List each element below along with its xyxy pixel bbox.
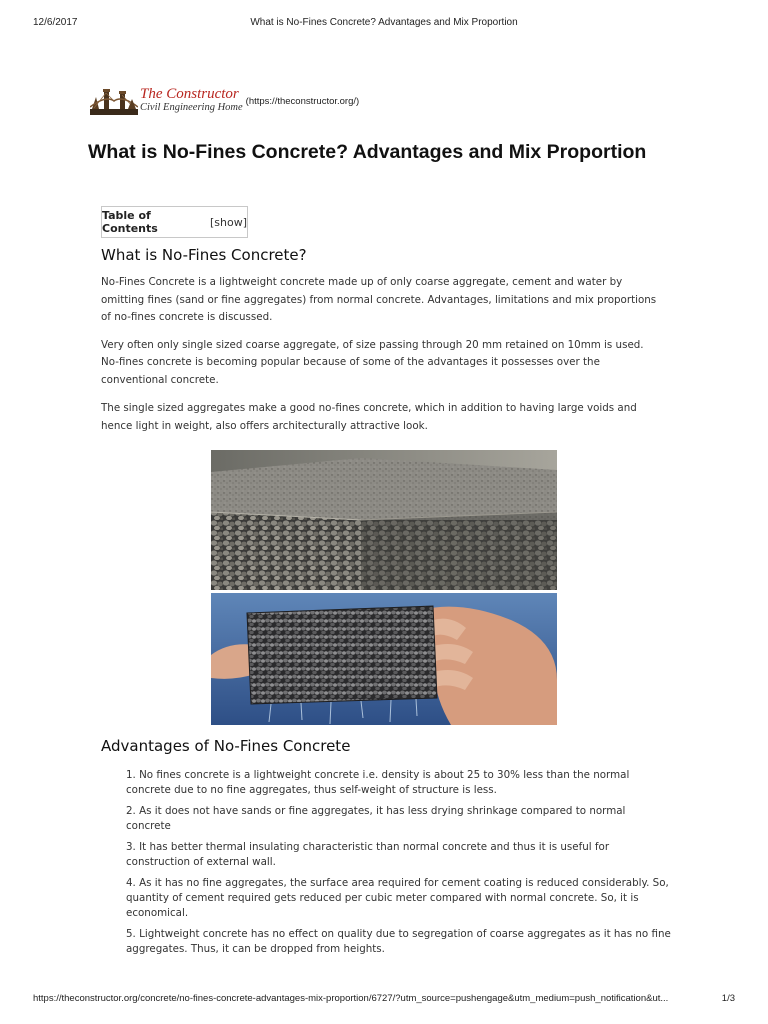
print-date: 12/6/2017 — [33, 17, 78, 28]
toc-show-toggle[interactable]: [show] — [209, 215, 247, 229]
logo-name: The Constructor — [140, 85, 239, 102]
list-item: 3. It has better thermal insulating characteristic than normal concrete and thus it is useful for construction of external wall. — [126, 841, 610, 868]
site-logo[interactable] — [90, 86, 359, 116]
logo-tagline: Civil Engineering Home — [140, 101, 243, 113]
logo-text — [140, 85, 243, 114]
no-fines-concrete-photo — [211, 450, 557, 725]
logo-bridge-icon — [90, 87, 138, 115]
article-body — [101, 245, 661, 435]
toc-label: Table of Contents — [102, 209, 158, 235]
table-of-contents — [101, 206, 248, 238]
print-footer — [33, 993, 735, 1007]
list-item: 5. Lightweight concrete has no effect on quality due to segregation of coarse aggregates as it has no fine aggregates. Thus, it can be dropped from heights. — [126, 928, 671, 955]
logo-url-link[interactable]: (https://theconstructor.org/) — [245, 96, 360, 107]
paragraph: The single sized aggregates make a good no-fines concrete, which in addition to having large voids and hence light in weight, also offers architecturally attractive look. — [101, 402, 637, 432]
print-header — [33, 17, 735, 31]
section-heading-advantages: Advantages of No-Fines Concrete — [101, 737, 351, 755]
print-page-title: What is No-Fines Concrete? Advantages and Mix Proportion — [250, 17, 518, 28]
list-item: 1. No fines concrete is a lightweight concrete i.e. density is about 25 to 30% less than the normal concrete due to no fine aggregates, thus self-weight of structure is less. — [126, 769, 630, 796]
page-number: 1/3 — [721, 993, 735, 1004]
list-item: 2. As it does not have sands or fine aggregates, it has less drying shrinkage compared to normal concrete — [126, 805, 626, 832]
paragraph: Very often only single sized coarse aggregate, of size passing through 20 mm retained on 10mm is used. No-fines concrete is becoming popular because of some of the advantages it possesses over the conventional concrete. — [101, 338, 644, 386]
article-title: What is No-Fines Concrete? Advantages and Mix Proportion — [88, 141, 647, 163]
paragraph: No-Fines Concrete is a lightweight concrete made up of only coarse aggregate, cement and water by omitting fines (sand or fine aggregates) from normal concrete. Advantages, limitations and mix proportions of no-fines concrete is discussed. — [101, 276, 657, 323]
print-url: https://theconstructor.org/concrete/no-fines-concrete-advantages-mix-proportion/6727/?utm_source=pushengage&utm_medium=push_notification&ut... — [33, 993, 669, 1004]
list-item: 4. As it has no fine aggregates, the surface area required for cement coating is reduced considerably. So, quantity of cement required gets reduced per cubic meter compared with normal concrete. So, it is economical. — [126, 877, 669, 919]
section-heading-what-is: What is No-Fines Concrete? — [101, 246, 307, 264]
advantages-list — [126, 768, 671, 957]
